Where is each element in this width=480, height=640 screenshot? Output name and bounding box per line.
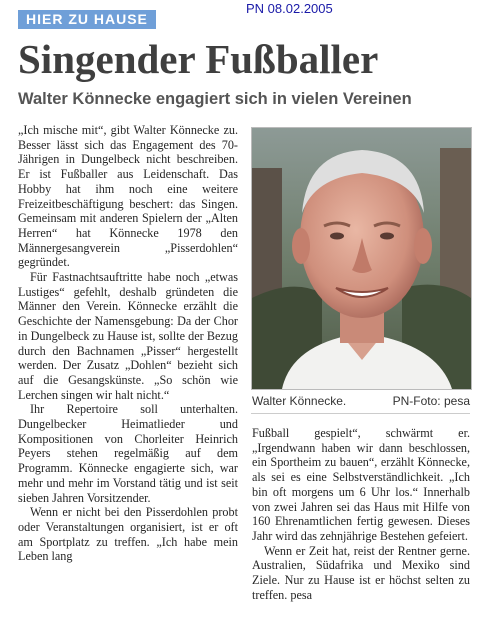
article-paragraph: Wenn er nicht bei den Pisserdohlen probt oder Veranstaltungen organisiert, ist er oft am Sportplatz zu treffen. „Ich habe mein Leben lang [18, 505, 238, 564]
section-tag: HIER ZU HAUSE [18, 10, 156, 29]
subheadline: Walter Könnecke engagiert sich in vielen Vereinen [18, 90, 412, 108]
headline: Singender Fußballer [18, 36, 379, 82]
article-paragraph: Für Fastnachtsauftritte habe noch „etwas Lustiges“ gefehlt, deshalb gründeten die Männer den Verein. Könnecke erzählt die Geschichte der Namensgebung: Da der Chor in Dungelbeck zu Hause ist, sollte der Bezug durch den Bachnamen „Pisser“ hergestellt werden. Der Zusatz „Dohlen“ bezieht sich auf die Gesangskünste. „So schön wie Lerchen singen wir halt nicht.“ [18, 270, 238, 402]
photo-caption [252, 394, 470, 408]
caption-name: Walter Könnecke. [252, 394, 347, 408]
publication-date-note: PN 08.02.2005 [246, 1, 333, 16]
caption-divider [251, 413, 470, 414]
article-paragraph: Fußball gespielt“, schwärmt er. „Irgendwann haben wir dann beschlossen, ein Sportheim zu bauen“, erzählt Könnecke, als sei es eine Selbstverständlichkeit. „Ich bin oft morgens um 6 Uhr los.“ Innerhalb von zwei Jahren sei das Haus mit Hilfe von 160 Ehrenamtlichen fertig gewesen. Dieses Jahr wird das zehnjährige Bestehen gefeiert. [252, 426, 470, 543]
portrait-illustration [252, 128, 471, 389]
caption-credit: PN-Foto: pesa [392, 394, 470, 408]
article-paragraph: Ihr Repertoire soll unterhalten. Dungelbecker Heimatlieder und Kompositionen von Chorleiter Heinrich Peyers stehen regelmäßig auf dem Programm. Könnecke engagierte sich, war mehr und mehr im Vorstand tätig und ist seit sieben Jahren Vorsitzender. [18, 402, 238, 505]
portrait-photo [251, 127, 472, 390]
article-column-right [252, 426, 470, 602]
article-paragraph: Wenn er Zeit hat, reist der Rentner gerne. Australien, Südafrika und Mexiko sind Ziele. Nur zu Hause ist er höchst selten zu treffen. pesa [252, 543, 470, 602]
article-paragraph: „Ich mische mit“, gibt Walter Könnecke zu. Besser lässt sich das Engagement des 70-Jährigen in Dungelbeck nicht beschreiben. Er ist Fußballer aus Leidenschaft. Das Hobby hat ihm noch eine weitere Freizeitbeschäftigung beschert: das Singen. Gemeinsam mit anderen Spielern der „Alten Herren“ hat Könnecke 1978 den Männergesangverein „Pisserdohlen“ gegründet. [18, 123, 238, 270]
article-column-left [18, 123, 238, 564]
